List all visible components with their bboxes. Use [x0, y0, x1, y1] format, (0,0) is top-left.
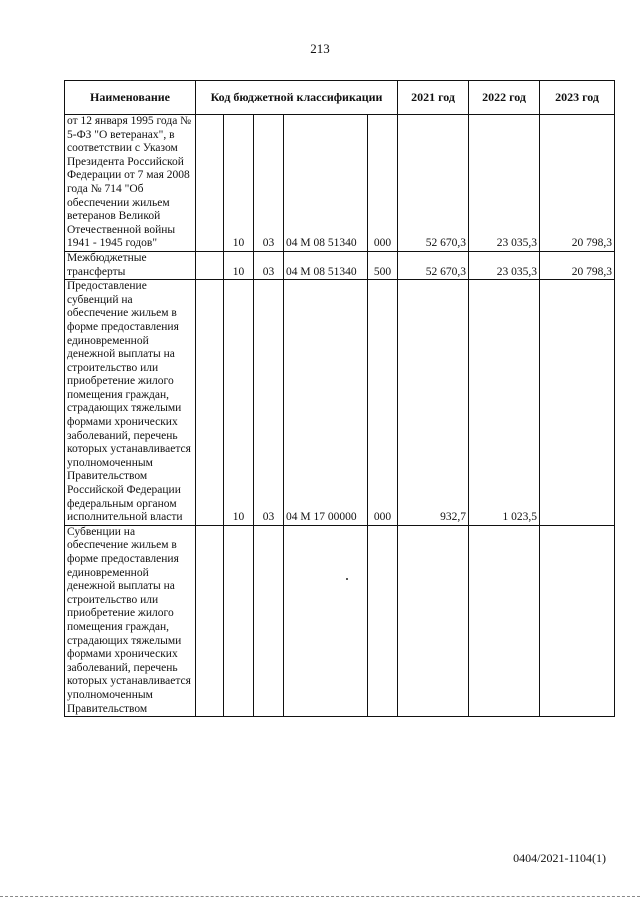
code-subsection: 03 — [254, 115, 284, 252]
value-2021: 52 670,3 — [398, 115, 469, 252]
code-expense-type: 000 — [368, 115, 398, 252]
code-subsection: 03 — [254, 280, 284, 526]
row-name: Межбюджетные трансферты — [65, 251, 196, 279]
header-name: Наименование — [65, 81, 196, 115]
code-expense-type: 000 — [368, 280, 398, 526]
value-2023 — [540, 280, 615, 526]
value-2023 — [540, 525, 615, 716]
header-2022: 2022 год — [469, 81, 540, 115]
empty-cell — [196, 115, 224, 252]
code-section: 10 — [224, 280, 254, 526]
value-2021: 52 670,3 — [398, 251, 469, 279]
row-name: Предоставление субвенций на обеспечение жильем в форме предоставления единовременной денежной выплаты на строительство или приобретение жилого помещения граждан, страдающих тяжелыми формами хронических заболеваний, перечень которых устанавливается уполномоченным Правительством Российской Федерации федеральным органом исполнительной власти — [65, 280, 196, 526]
code-section: 10 — [224, 115, 254, 252]
code-subsection — [254, 525, 284, 716]
header-2021: 2021 год — [398, 81, 469, 115]
page-number: 213 — [310, 41, 330, 56]
code-expense-type — [368, 525, 398, 716]
row-name: Субвенции на обеспечение жильем в форме предоставления единовременной денежной выплаты на строительство или приобретение жилого помещения граждан, страдающих тяжелыми формами хронических заболеваний, перечень которых устанавливается уполномоченным Правительством — [65, 525, 196, 716]
empty-cell — [196, 251, 224, 279]
value-2023: 20 798,3 — [540, 115, 615, 252]
code-target: 04 М 08 51340 — [284, 115, 368, 252]
code-section: 10 — [224, 251, 254, 279]
empty-cell — [196, 525, 224, 716]
code-expense-type: 500 — [368, 251, 398, 279]
table-row — [65, 280, 615, 526]
table-header-row — [65, 81, 615, 115]
code-subsection: 03 — [254, 251, 284, 279]
table-row — [65, 251, 615, 279]
code-section — [224, 525, 254, 716]
empty-cell — [196, 280, 224, 526]
value-2022: 1 023,5 — [469, 280, 540, 526]
table-row — [65, 115, 615, 252]
value-2022 — [469, 525, 540, 716]
document-id: 0404/2021-1104(1) — [513, 851, 606, 865]
table-row — [65, 525, 615, 716]
code-target: 04 М 08 51340 — [284, 251, 368, 279]
scan-speck — [346, 578, 348, 580]
code-target: 04 М 17 00000 — [284, 280, 368, 526]
bottom-divider — [0, 896, 640, 897]
header-2023: 2023 год — [540, 81, 615, 115]
code-target — [284, 525, 368, 716]
value-2022: 23 035,3 — [469, 251, 540, 279]
row-name: от 12 января 1995 года № 5-ФЗ "О ветеранах", в соответствии с Указом Президента Российской Федерации от 7 мая 2008 года № 714 "Об обеспечении жильем ветеранов Великой Отечественной войны 1941 - 1945 годов" — [65, 115, 196, 252]
budget-table — [64, 80, 615, 717]
value-2023: 20 798,3 — [540, 251, 615, 279]
value-2022: 23 035,3 — [469, 115, 540, 252]
value-2021: 932,7 — [398, 280, 469, 526]
value-2021 — [398, 525, 469, 716]
header-budget-code: Код бюджетной классификации — [196, 81, 398, 115]
